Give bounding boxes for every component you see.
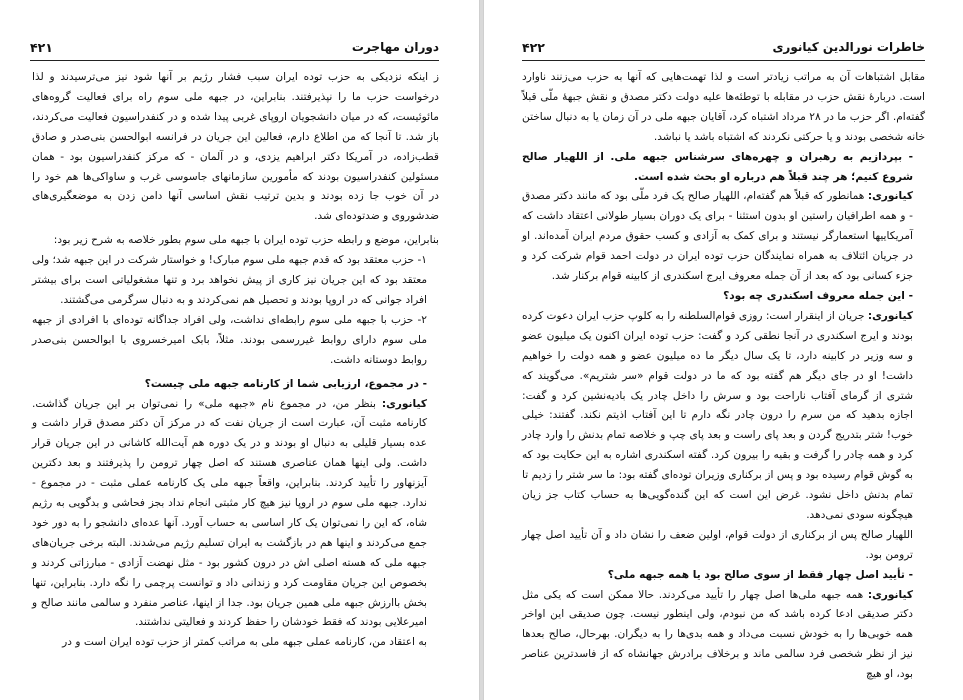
- interview-question: - تأیید اصل چهار فقط از سوی صالح بود یا همه جبهه ملی؟: [607, 568, 913, 581]
- paragraph: مقابل اشتباهات آن به مراتب زیادتر است و لذا تهمت‌هایی که آنها به حزب می‌زنند ناوارد است. دربارهٔ نقش حزب در مقابله با توطئه‌ها علیه دولت دکتر مصدق و نقش جبههٔ ملّی قبلاً گفته‌ام. اگر حزب ما در ۲۸ مرداد اشتباه کرد، آقایان جبهه ملی در آن زمان یا به دنبال ساختن خانه شخصی بودند و یا حرکتی نکردند که اشتباه باشد یا نباشد.: [522, 71, 926, 143]
- page-body: [522, 68, 925, 685]
- interview-question: - بپردازیم به رهبران و چهره‌های سرشناس جبهه ملی. از اللهیار صالح شروع کنیم؛ هر چند قبلاً هم درباره او بحث شده است.: [522, 150, 913, 183]
- speaker-label: کیانوری:: [867, 309, 913, 322]
- paragraph: اللهیار صالح پس از برکناری از دولت قوام، اولین ضعف را نشان داد و آن تأیید اصل چهار ترومن بود.: [522, 528, 913, 561]
- answer-text: جریان از اینقرار است: روزی قوام‌السلطنه را به کلوپ حزب ایران دعوت کرده بودند و ایرج اسکندری در آنجا نطقی کرد و گفت: حزب توده ایران اکنون یک میلیون عضو و سه وزیر در کابینه دارد، تا یک سال دیگر ما ده میلیون عضو و همه دولت را خواهیم داشت! او در جای دیگر هم گفته بود که ما در دولت قوام «سر شتریم». می‌گویند که شتری از گرمای آفتاب ناراحت بود و سرش را داخل چادر یک بادیه‌نشین کرد و گفت: اجازه بدهید که من سرم را درون چادر نگه دارم تا این آفتاب اذیتم نکند. گفتند: خیلی خوب! شتر بتدریج گردن و بعد پای راست و بعد پای چپ و خلاصه تمام بدنش را وارد چادر کرد و همه چادر را گرفت و بقیه را بیرون کرد. گفته اسکندری اشاره به این حکایت بود که به گوش قوام رسیده بود و پس از برکناری وزیران توده‌ای گفته بود: ما سر شتر را زدیم تا تمام بدنش داخل نشود. غرض این است که این گنده‌گویی‌ها به حساب کتاب جز زیان هیچگونه سودی نمی‌دهد.: [522, 309, 913, 521]
- answer-text: همانطور که قبلاً هم گفته‌ام، اللهیار صالح یک فرد ملّی بود که مانند دکتر مصدق - و همه اطرافیان راستین او بدون استثنا - برای یک دوران بسیار طولانی اعتقاد داشت که آمریکاییها استعمارگر نیستند و برای کمک به آزادی و کسب حقوق مردم ایران آمده‌اند. او در جریان ائتلاف به همراه نمایندگان حزب توده ایران در دولت احمد قوام شرکت کرد و جزء کسانی بود که بعد از آن جمله معروف ایرج اسکندری از کابینه قوام برکنار شد.: [522, 190, 913, 283]
- answer-text: همه جبهه ملی‌ها اصل چهار را تأیید می‌کردند. حالا ممکن است که یکی مثل دکتر صدیقی ادعا کرده باشد که من نبودم، ولی اینطور نیست. چون صدیقی این اواخر همه خوبی‌ها را به خودش نسبت می‌داد و همه بدی‌ها را به دیگران. بهرحال، صالح بعدها نیز از نظر شخصی فرد سالمی ماند و برخلاف برادرش جهانشاه که از فاسدترین عناصر بود، او هیچ: [522, 588, 913, 681]
- header-rule: [522, 60, 925, 61]
- left-page-header: [30, 40, 439, 58]
- speaker-label: کیانوری:: [381, 397, 427, 410]
- speaker-label: کیانوری:: [867, 190, 913, 203]
- running-title: دوران مهاجرت: [351, 40, 439, 54]
- page-number: ۴۲۱: [30, 40, 53, 55]
- paragraph: ز اینکه نزدیکی به حزب توده ایران سبب فشار رژیم بر آنها شود نیز می‌ترسیدند و لذا درخواست حزب ما را نپذیرفتند. بنابراین، در جبهه ملی سوم راه برای فعالیت گروه‌های مائوئیست، که در میان دانشجویان اروپای غربی پیدا شده و در کنفدراسیون فعالیت می‌کردند، باز شد. تا آنجا که من اطلاع دارم، فعالین این جریان در فرانسه ابوالحسن بنی‌صدر و صادق قطب‌زاده، در آمریکا دکتر ابراهیم یزدی، و در آلمان - که مرکز کنفدراسیون بود - همان مسئولین کنفدراسیون بودند که مأمورین سازمانهای جاسوسی غرب و ساواکی‌ها هم خود را در آن خوب جا زده بودند و بدین ترتیب نقش اساسی آنها دامن زدن به موضعگیری‌های ضدشوروی و ضدتوده‌ای شد.: [32, 71, 439, 223]
- interview-answer: [522, 586, 925, 686]
- running-title: خاطرات نورالدین کیانوری: [772, 40, 925, 54]
- page-body: [32, 68, 439, 653]
- interview-answer: [522, 307, 925, 526]
- answer-text: بنظر من، در مجموع نام «جبهه ملی» را نمی‌توان بر این جریان گذاشت. کارنامه مثبت آن، عبارت است از جریان نفت که در مرکز آن دکتر مصدق قرار داشت و عده بسیار قلیلی به دنبال او بودند و در یک دوره هم آیت‌الله کاشانی در این جریان قرار داشت. ولی اینها همان عناصری هستند که اصل چهار ترومن را پذیرفتند و بعد دکترین آیزنهاور را تأیید کردند. بنابراین، واقعاً جبهه ملی یک کارنامه عملی مثبت - در مجموع - ندارد. جبهه ملی سوم در اروپا نیز هیچ کار مثبتی انجام نداد بجز فحاشی و بدگویی به رژیم شاه، که این را نمی‌توان یک کار اساسی به حساب آورد. آنها عده‌ای دانشجو را به دور خود جمع می‌کردند و اینها هم در بازگشت به ایران تسلیم رژیم می‌شدند. البته برخی جریان‌های جبهه ملی که هسته اصلی اش در درون کشور بود - مثل نهضت آزادی - مبارزاتی کردند و بخصوص این جریان مقاومت کرد و زندانی داد و توانست پرچمی را نگه دارد. بنابراین، تنها بخش باارزش جبهه ملی همین جریان بود. جدا از اینها، عناصر منفرد و سالمی مانند صالح و امیرعلایی بودند که فقط خودشان را حفظ کردند و فعالیتی نداشتند.: [32, 397, 427, 629]
- page-number: ۴۲۲: [522, 40, 545, 55]
- list-item: ۱- حزب معتقد بود که قدم جبهه ملی سوم مبارک! و خواستار شرکت در این جبهه شد؛ ولی معتقد بود که این جریان نیز کاری از پیش نخواهد برد و تنها مشغولیاتی است برای بیشتر افراد جوانی که در اروپا بودند و تحصیل هم نمی‌کردند و به دنبال سرگرمی می‌گشتند.: [32, 254, 427, 306]
- paragraph: بنابراین، موضع و رابطه حزب توده ایران با جبهه ملی سوم بطور خلاصه به شرح زیر بود:: [53, 234, 439, 247]
- interview-answer: [522, 187, 925, 287]
- speaker-label: کیانوری:: [867, 588, 913, 601]
- header-rule: [30, 60, 439, 61]
- interview-answer: [32, 395, 439, 634]
- interview-question: - در مجموع، ارزیابی شما از کارنامه جبهه ملی چیست؟: [144, 377, 427, 390]
- left-page: [0, 0, 480, 700]
- interview-question: - این جمله معروف اسکندری چه بود؟: [723, 289, 913, 302]
- right-page: [483, 0, 963, 700]
- right-page-header: [522, 40, 925, 58]
- paragraph: به اعتقاد من، کارنامه عملی جبهه ملی به مراتب کمتر از حزب توده ایران است و در: [62, 636, 427, 649]
- list-item: ۲- حزب با جبهه ملی سوم رابطه‌ای نداشت، ولی افراد جداگانه توده‌ای با افرادی از جبهه ملی سوم دارای روابط غیررسمی بودند. مثلاً، بابک امیرخسروی با ابوالحسن بنی‌صدر روابط دوستانه داشت.: [32, 313, 427, 366]
